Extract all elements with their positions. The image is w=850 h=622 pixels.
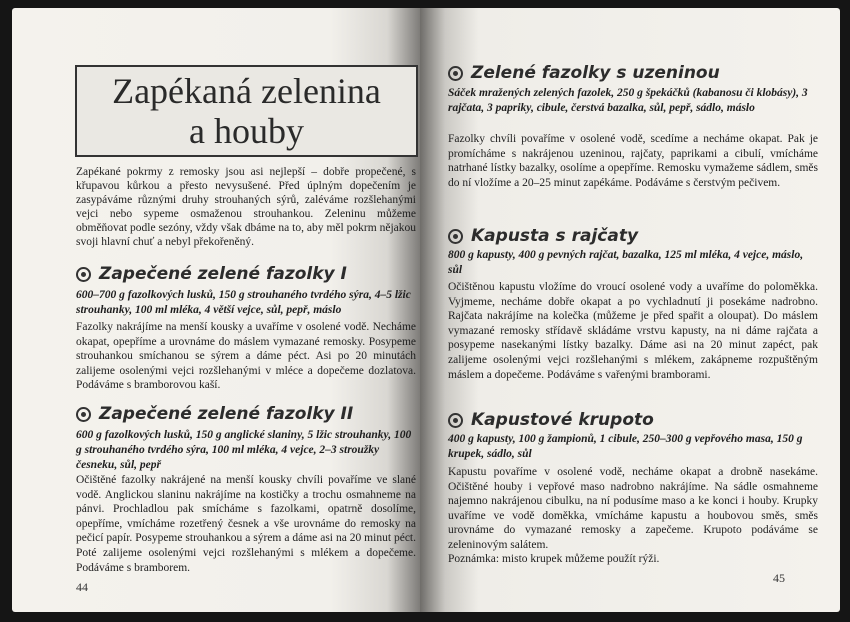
chapter-title [77, 67, 416, 151]
flower-bullet-icon [448, 413, 463, 428]
open-book [12, 8, 840, 612]
chapter-intro: Zapékané pokrmy z remosky jsou asi nejlepší – dobře propečené, s křupavou kůrkou a přesto nevysušené. Před úplným dopečením je zasypáváme různými druhy strouhaných sýrů, zaléváme rozšlehanými vejci nebo sypeme osmaženou strouhankou. Zeleninu můžeme obměňovat podle sezóny, vždy však dbáme na to, aby měl pokrm nějakou svoji hlavní chuť a nebyl překořeněný. [76, 166, 416, 248]
recipe-ingredients-2: 600 g fazolkových lusků, 150 g anglické slaniny, 5 lžic strouhanky, 100 g strouhaného tvrdého sýra, 100 ml mléka, 4 vejce, 2–3 stroužky česneku, sůl, pepř [76, 429, 412, 471]
recipe-ingredients-1: 600–700 g fazolkových lusků, 150 g strouhaného tvrdého sýra, 4–5 lžic strouhanky, 100 ml mléka, 4 větší vejce, sůl, pepř, máslo [76, 289, 411, 316]
flower-bullet-icon [448, 66, 463, 81]
recipe-text-3: Fazolky chvíli povaříme v osolené vodě, scedíme a necháme okapat. Pak je promícháme s nakrájenou uzeninou, rajčaty, paprikami a cibulí, vmícháme natrhané lístky bazalky, osolíme a opepříme. Remosku vymažeme sádlem, směs do ní vložíme a 20–25 minut zapékáme. Podáváme s čerstvým pečivem. [448, 133, 818, 189]
recipe-ingredients-5: 400 g kapusty, 100 g žampionů, 1 cibule, 250–300 g vepřového masa, 150 g krupek, sádlo, sůl [448, 433, 803, 460]
flower-bullet-icon [448, 229, 463, 244]
recipe-heading-3 [448, 63, 720, 83]
recipe-text-1: Fazolky nakrájíme na menší kousky a uvaříme v osolené vodě. Necháme okapat, opepříme a urovnáme do máslem vymazané remosky. Posypeme strouhankou smíchanou se sýrem a dáme péct. Asi po 20 minutách zalijeme osolenými vejci rozšlehanými v mléce a dopečeme dozlatova. Podáváme s bramborovou kaší. [76, 321, 416, 392]
recipe-text-4: Očištěnou kapustu vložíme do vroucí osolené vody a uvaříme do poloměkka. Vyjmeme, necháme dobře okapat a po vychladnutí ji posekáme nadrobno. Rajčata nakrájíme na kolečka (můžeme je před spařit a oloupat). Do máslem vymazané remosky střídavě skládáme vrstvu kapusty, na ni dáme rajčata a posypeme nasekanými lístky bazalky. Dáme asi na 20 minut zapéct, pak zalijeme osolenými vejci rozšlehanými s mlékem, zakápneme rozpuštěným máslem a dopečeme. Podáváme s vařenými bramborami. [448, 281, 818, 381]
recipe-title-4: Kapusta s rajčaty [471, 226, 639, 246]
recipe-ingredients-4: 800 g kapusty, 400 g pevných rajčat, bazalka, 125 ml mléka, 4 vejce, máslo, sůl [448, 249, 804, 276]
recipe-text-2: Očištěné fazolky nakrájené na menší kousky chvíli povaříme ve slané vodě. Anglickou slaninu nakrájíme na kostičky a trochu osmahneme na pánvi. Prochladlou pak smícháme s fazolkami, opatrně dosolíme, opepříme, vmícháme rozetřený česnek a vše urovnáme do remosky na pečicí papír. Posypeme strouhankou a sýrem a dáme asi na 20 minut péct. Poté zalijeme osolenými vejci rozšlehanými s mlékem a dopečeme. Podáváme s bramborem. [76, 474, 416, 574]
recipe-heading-4 [448, 226, 638, 246]
recipe-heading-2 [76, 404, 353, 424]
recipe-title-1: Zapečené zelené fazolky I [99, 264, 347, 284]
recipe-heading-1 [76, 264, 347, 284]
chapter-title-line1: Zapékaná zelenina [112, 71, 381, 111]
page-number-right: 45 [773, 571, 785, 585]
page-number-left: 44 [76, 580, 88, 594]
recipe-text-5: Kapustu povaříme v osolené vodě, necháme okapat a drobně nasekáme. Očištěné houby i vepřové maso nadrobno nakrájíme. Na sádle osmahneme najemno nakrájenou cibulku, na ní podusíme maso a ke konci i houby. Krupky uvaříme ve vodě doměkka, vmícháme kapustu a houbovou směs, směs urovnáme do vymazané remosky a zapečeme. Krupoto podáváme se zeleninovým salátem. [448, 466, 818, 551]
recipe-note-5: Poznámka: misto krupek můžeme použít rýži. [448, 553, 660, 565]
left-page [12, 8, 420, 612]
chapter-title-line2: a houby [189, 111, 304, 151]
recipe-title-5: Kapustové krupoto [471, 410, 654, 430]
chapter-title-box [75, 65, 418, 157]
recipe-heading-5 [448, 410, 654, 430]
flower-bullet-icon [76, 267, 91, 282]
flower-bullet-icon [76, 407, 91, 422]
recipe-title-2: Zapečené zelené fazolky II [99, 404, 354, 424]
recipe-title-3: Zelené fazolky s uzeninou [471, 63, 720, 83]
right-page [420, 8, 840, 612]
recipe-ingredients-3: Sáček mražených zelených fazolek, 250 g špekáčků (kabanosu či klobásy), 3 rajčata, 3 papriky, cibule, čerstvá bazalka, sůl, pepř, sádlo, máslo [448, 87, 808, 114]
